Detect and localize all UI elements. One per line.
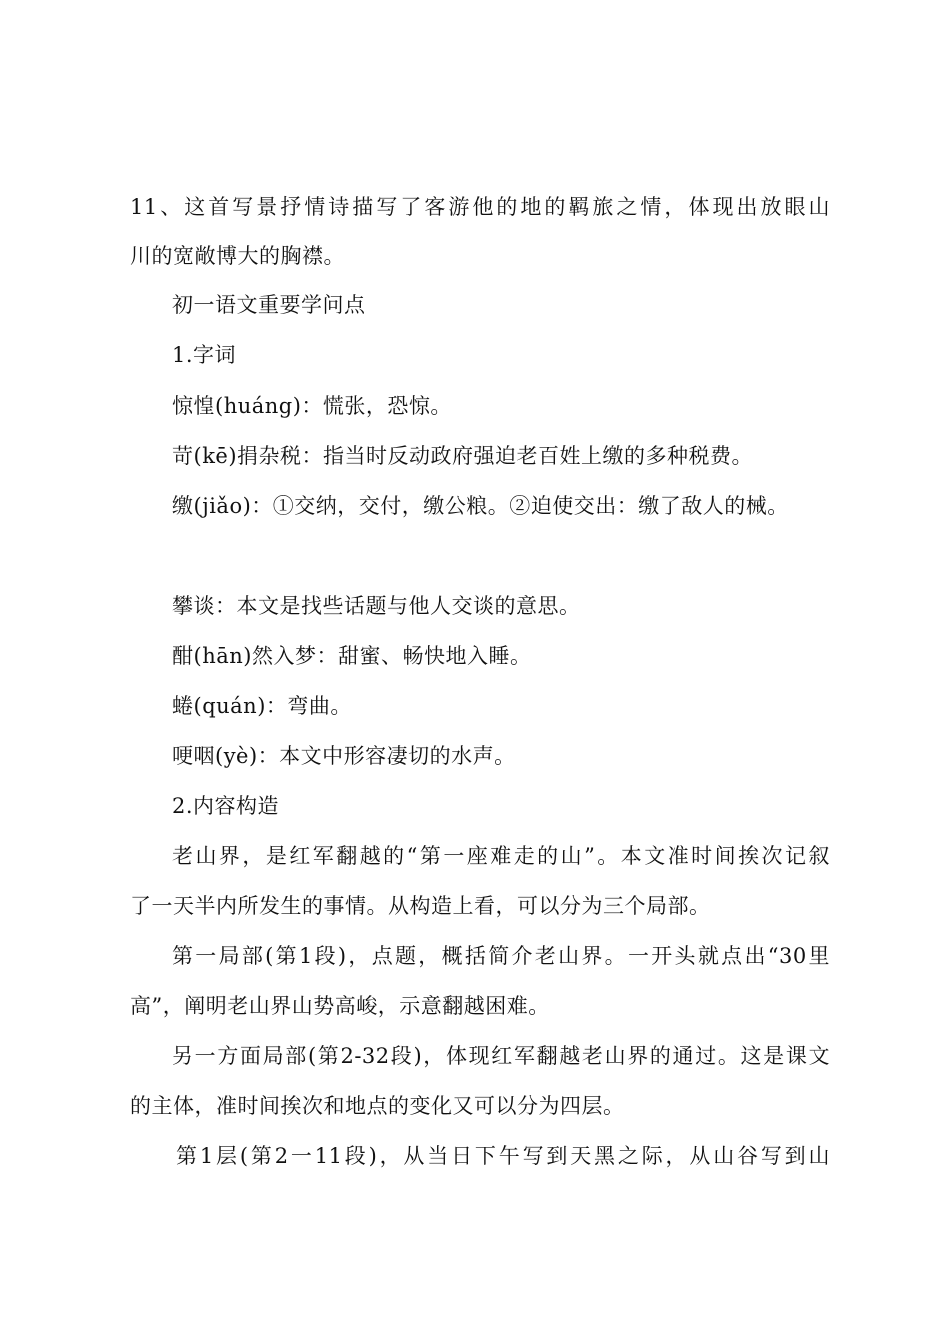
paragraph-1-line-2: 川的宽敞博大的胸襟。 (130, 244, 345, 268)
section-heading-1: 1.字词 (172, 343, 237, 367)
paragraph-4-line-2: 的主体，准时间挨次和地点的变化又可以分为四层。 (130, 1094, 625, 1118)
section-heading-2: 2.内容构造 (172, 794, 280, 818)
vocab-item: 酣(hān)然入梦：甜蜜、畅快地入睡。 (172, 644, 532, 668)
paragraph-4-line-1: 另一方面局部(第2-32段)，体现红军翻越老山界的通过。这是课文 (172, 1044, 830, 1068)
vocab-item: 惊惶(huáng)：慌张，恐惊。 (172, 394, 452, 418)
vocab-item: 苛(kē)捐杂税：指当时反动政府强迫老百姓上缴的多种税费。 (172, 444, 754, 468)
paragraph-3-line-1: 第一局部(第1段)，点题，概括简介老山界。一开头就点出“30里 (172, 944, 830, 968)
paragraph-2-line-1: 老山界，是红军翻越的“第一座难走的山”。本文准时间挨次记叙 (172, 844, 830, 868)
vocab-item: 缴(jiǎo)：①交纳，交付，缴公粮。②迫使交出：缴了敌人的械。 (172, 494, 789, 518)
paragraph-2-line-2: 了一天半内所发生的事情。从构造上看，可以分为三个局部。 (130, 894, 711, 918)
paragraph-5-line-1: 第1层(第2一11段)，从当日下午写到天黑之际，从山谷写到山 (176, 1144, 830, 1168)
vocab-item: 哽咽(yè)：本文中形容凄切的水声。 (172, 744, 516, 768)
vocab-item: 攀谈：本文是找些话题与他人交谈的意思。 (172, 594, 581, 618)
vocab-item: 蜷(quán)：弯曲。 (172, 694, 352, 718)
paragraph-3-line-2: 高”，阐明老山界山势高峻，示意翻越困难。 (130, 994, 550, 1018)
paragraph-1-line-1: 11、这首写景抒情诗描写了客游他的地的羁旅之情，体现出放眼山 (130, 195, 830, 219)
heading-main: 初一语文重要学问点 (172, 293, 366, 317)
